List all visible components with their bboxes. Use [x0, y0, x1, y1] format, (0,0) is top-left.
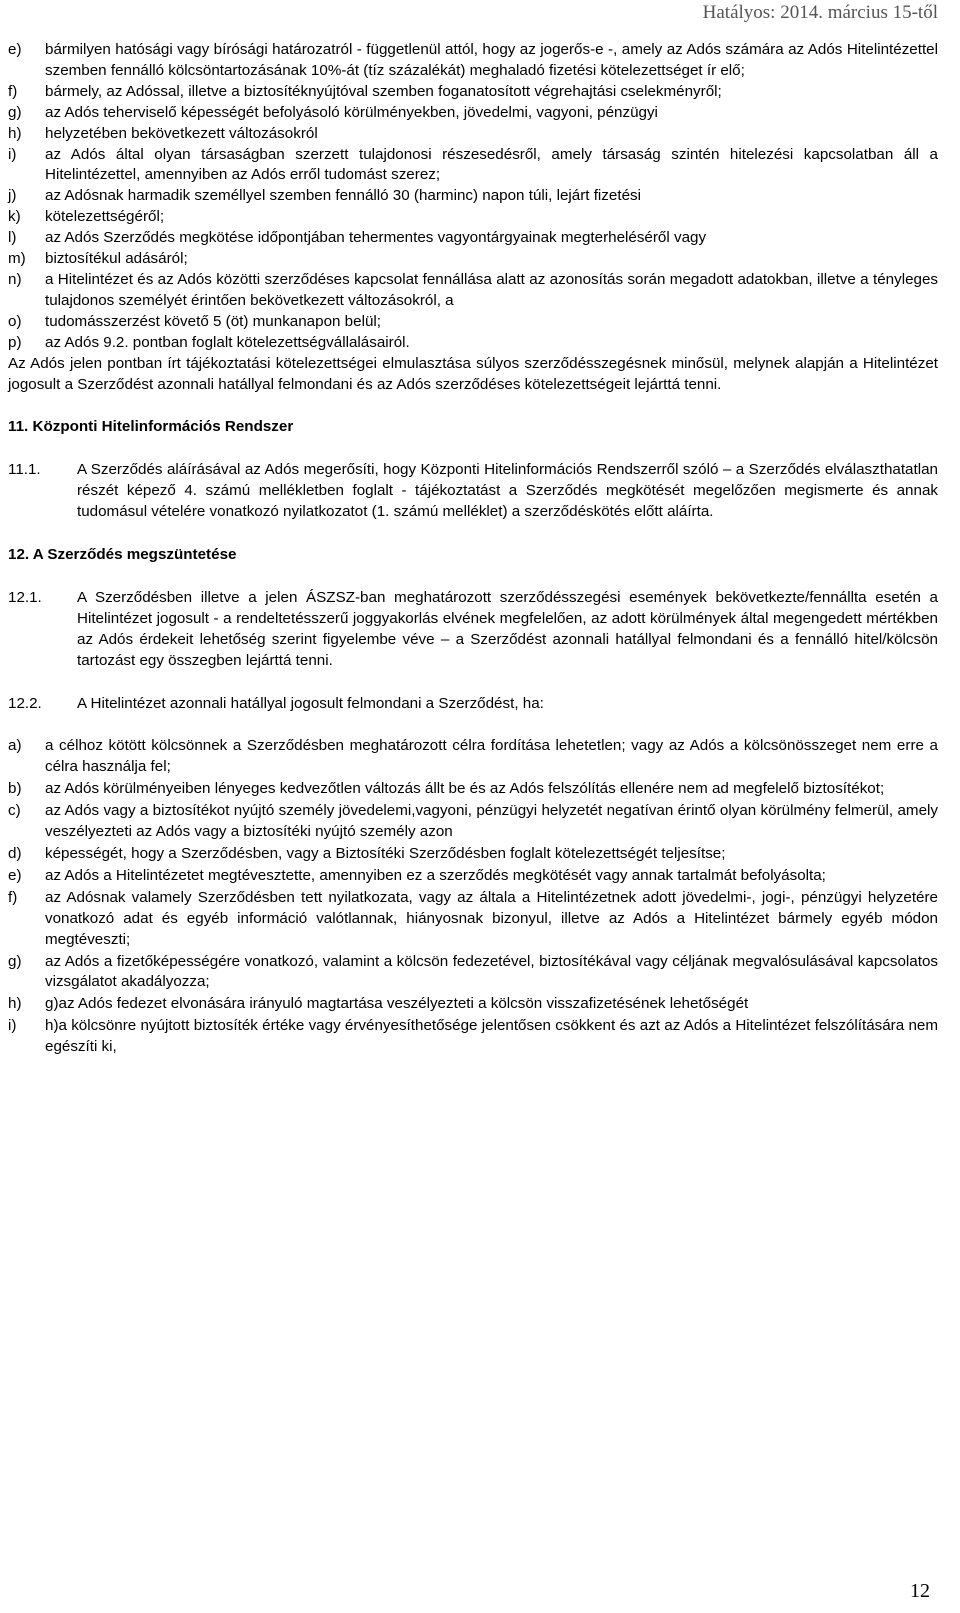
list-item-text: h)a kölcsönre nyújtott biztosíték értéke vagy érvényesíthetősége jelentősen csökkent és azt az Adós a Hitelintézet felszólítására nem egészíti ki,	[45, 1017, 938, 1056]
list-item	[8, 249, 938, 270]
list-item-text: tudomásszerzést követő 5 (öt) munkanapon belül;	[45, 312, 381, 330]
clause-text: A Hitelintézet azonnali hatállyal jogosult felmondani a Szerződést, ha:	[77, 694, 544, 712]
list-item-text: az Adós teherviselő képességét befolyásoló körülményekben, jövedelmi, vagyoni, pénzügyi	[45, 103, 658, 121]
list-item-marker: h)	[8, 124, 22, 142]
list-item-marker: i)	[8, 1017, 17, 1035]
list-item	[8, 228, 938, 249]
list-item-text: képességét, hogy a Szerződésben, vagy a Biztosítéki Szerződésben foglalt kötelezettségét teljesítse;	[45, 845, 726, 862]
list-item-text: az Adósnak valamely Szerződésben tett nyilatkozata, vagy az általa a Hitelintézetnek adott jövedelmi-, jogi-, pénzügyi helyzetére vonatkozó adat és egyéb információ valótlannak, hiányosnak bizonyul, illetve az Adós a Hitelintézet bármely egyéb módon megtéveszti;	[45, 888, 938, 948]
list-item-text: biztosítékul adásáról;	[45, 250, 188, 268]
list-item	[8, 888, 938, 951]
list-item-text: az Adós Szerződés megkötése időpontjában tehermentes vagyontárgyainak megterheléséről vagy	[45, 229, 707, 247]
list-item-marker: i)	[8, 145, 17, 163]
list-item-marker: m)	[8, 250, 26, 268]
list-item	[8, 952, 938, 994]
list-item	[8, 207, 938, 228]
list-item-marker: b)	[8, 780, 22, 798]
list-item-text: az Adósnak harmadik személlyel szemben fennálló 30 (harminc) napon túli, lejárt fizetési	[45, 187, 641, 205]
list-item-marker: g)	[8, 952, 22, 970]
list-item-text: bármely, az Adóssal, illetve a biztosítéknyújtóval szemben foganatosított végrehajtási cselekményről;	[45, 82, 722, 100]
list-item-marker: e)	[8, 41, 22, 58]
clause-text: A Szerződésben illetve a jelen ÁSZSZ-ban meghatározott szerződésszegési események bekövetkezte/fennállta esetén a Hitelintézet jogosult - a rendeltetésszerű joggyakorlás elvének megfelelően, az adott körülmények által megengedett mértékben az Adós érdekeit lehetőség szerint figyelembe véve – a Szerződést azonnali hatállyal felmondani és a fennálló hitel/kölcsön tartozást egy összegben lejárttá tenni.	[77, 588, 938, 669]
list-item	[8, 270, 938, 312]
list-item	[8, 779, 938, 800]
list-item-marker: d)	[8, 845, 22, 862]
clause-text: A Szerződés aláírásával az Adós megerősíti, hogy Központi Hitelinformációs Rendszerről szóló – a Szerződés elválaszthatatlan részét képező 4. számú mellékletben foglalt - tájékoztatást a Szerződés megkötését megelőzően megismerte és annak tudomásul vételére vonatkozó nyilatkozatot (1. számú melléklet) a szerződéskötés előtt aláírta.	[77, 461, 938, 521]
effective-date-header: Hatályos: 2014. március 15-től	[702, 2, 938, 23]
list-item-marker: f)	[8, 888, 18, 906]
list-item-marker: e)	[8, 866, 22, 884]
clause-number: 12.2.	[8, 694, 42, 712]
clause-12-1	[8, 588, 938, 672]
list-item	[8, 333, 938, 354]
list-item-text: az Adós körülményeiben lényeges kedvezőtlen változás állt be és az Adós felszólítás ellenére nem ad megfelelő biztosítékot;	[45, 780, 885, 798]
page-number: 12	[910, 1580, 930, 1602]
list-item-marker: a)	[8, 737, 22, 755]
list-item	[8, 736, 938, 778]
list-item	[8, 145, 938, 187]
clause-number: 12.1.	[8, 588, 42, 606]
list-item-text: g)az Adós fedezet elvonására irányuló magtartása veszélyezteti a kölcsön visszafizetésének lehetőségét	[45, 995, 749, 1013]
list-item	[8, 186, 938, 207]
list-item-marker: g)	[8, 103, 22, 121]
list-item-marker: n)	[8, 270, 22, 288]
list-item-marker: f)	[8, 82, 18, 100]
list-item-marker: k)	[8, 208, 21, 226]
list-item-text: a Hitelintézet és az Adós közötti szerződéses kapcsolat fennállása alatt az azonosítás során megadott adatokban, illetve a tényleges tulajdonos személyét érintően bekövetkezett változásokról, a	[45, 270, 938, 309]
list-item	[8, 124, 938, 145]
list-item-text: bármilyen hatósági vagy bírósági határozatról - függetlenül attól, hogy az jogerős-e -, amely az Adós számára az Adós Hitelintézettel szemben fennálló kölcsöntartozásának 10%-át (tíz százalékát) meghaladó fizetési kötelezettséget ír elő;	[45, 41, 938, 79]
list-item-text: az Adós a Hitelintézetet megtévesztette, amennyiben ez a szerződés megkötését vagy annak tartalmát befolyásolta;	[45, 866, 826, 884]
clause-number: 11.1.	[8, 461, 41, 479]
list-item-text: a célhoz kötött kölcsönnek a Szerződésben meghatározott célra fordítása lehetetlen; vagy az Adós a kölcsönösszeget nem erre a célra használja fel;	[45, 737, 938, 776]
list-item-marker: p)	[8, 333, 22, 351]
section-12-heading: 12. A Szerződés megszüntetése	[8, 546, 237, 564]
clause-12-2	[8, 694, 938, 715]
list-item-marker: l)	[8, 229, 17, 247]
list-item-marker: o)	[8, 312, 22, 330]
list-item-text: kötelezettségéről;	[45, 208, 165, 226]
list-item	[8, 40, 938, 82]
list-item-marker: c)	[8, 802, 21, 820]
list-item	[8, 103, 938, 124]
list-item-text: az Adós a fizetőképességére vonatkozó, valamint a kölcsön fedezetével, biztosítékával vagy céljának megvalósulásával kapcsolatos vizsgálatot akadályozza;	[45, 952, 938, 991]
list-item	[8, 866, 938, 887]
list-item	[8, 82, 938, 103]
list-item	[8, 312, 938, 333]
notification-obligations-list	[8, 40, 938, 354]
termination-grounds-list	[8, 736, 938, 1058]
list-item-text: az Adós vagy a biztosítékot nyújtó személy jövedelemi,vagyoni, pénzügyi helyzetét negatívan érintő olyan körülmény felmerül, amely veszélyezteti az Adós vagy a biztosítéki nyújtó személy azon	[45, 802, 938, 841]
list-item-marker: j)	[8, 187, 17, 205]
list-item	[8, 994, 938, 1015]
list-item	[8, 1016, 938, 1058]
list-item	[8, 844, 938, 865]
list-item	[8, 801, 938, 843]
list-item-text: az Adós által olyan társaságban szerzett tulajdonosi részesedésről, amely társaság szintén hitelezési kapcsolatban áll a Hitelintézettel, amennyiben az Adós erről tudomást szerez;	[45, 145, 938, 184]
list-item-marker: h)	[8, 995, 22, 1013]
document-body	[8, 40, 938, 1059]
breach-paragraph: Az Adós jelen pontban írt tájékoztatási kötelezettségei elmulasztása súlyos szerződésszegésnek minősül, melynek alapján a Hitelintézet jogosult a Szerződést azonnali hatállyal felmondani és az Adós szerződéses kötelezettségeit lejárttá tenni.	[8, 354, 938, 393]
list-item-text: helyzetében bekövetkezett változásokról	[45, 124, 318, 142]
section-11-heading: 11. Központi Hitelinformációs Rendszer	[8, 418, 294, 436]
list-item-text: az Adós 9.2. pontban foglalt kötelezettségvállalásairól.	[45, 333, 410, 351]
clause-11-1	[8, 460, 938, 523]
